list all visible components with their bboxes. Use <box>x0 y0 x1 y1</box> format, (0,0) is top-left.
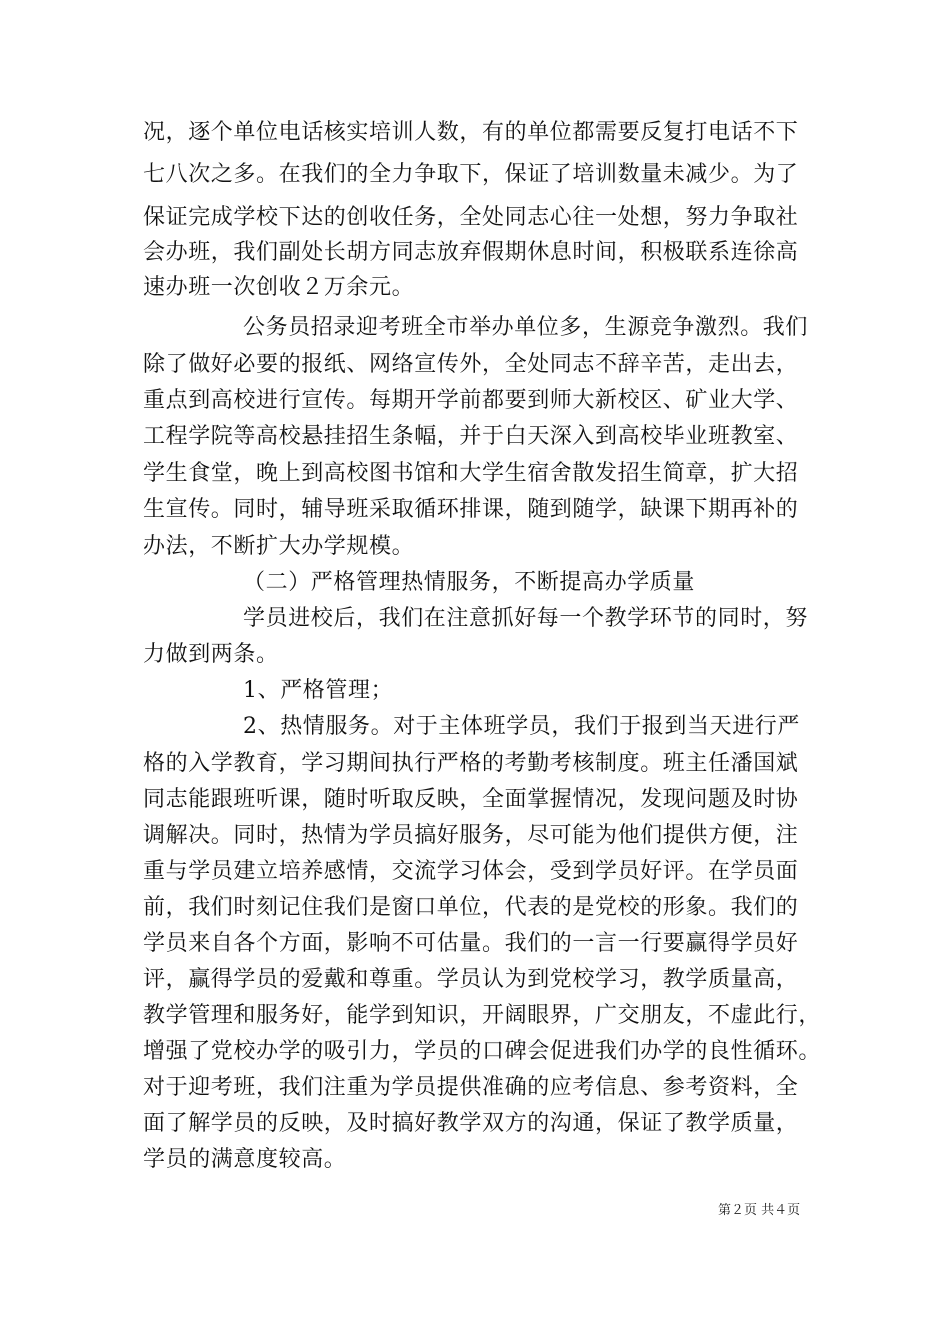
body-text-line: 重与学员建立培养感情，交流学习体会，受到学员好评。在学员面 <box>143 859 799 884</box>
body-text-line: 面了解学员的反映，及时搞好教学双方的沟通，保证了教学质量， <box>143 1111 799 1136</box>
body-text-line: 力做到两条。 <box>143 642 279 667</box>
body-text-line: 重点到高校进行宣传。每期开学前都要到师大新校区、矿业大学、 <box>143 388 799 413</box>
body-text-line: 工程学院等高校悬挂招生条幅，并于白天深入到高校毕业班教室、 <box>143 424 799 449</box>
paragraph-first-line: 学员进校后，我们在注意抓好每一个教学环节的同时，努 <box>243 606 809 631</box>
body-text-line: 速办班一次创收２万余元。 <box>143 275 415 300</box>
body-text-line: 生宣传。同时，辅导班采取循环排课，随到随学，缺课下期再补的 <box>143 497 799 522</box>
body-text-line: 增强了党校办学的吸引力，学员的口碑会促进我们办学的良性循环。 <box>143 1039 822 1064</box>
body-text-line: 办法，不断扩大办学规模。 <box>143 534 415 559</box>
body-text-line: 学员的满意度较高。 <box>143 1147 347 1172</box>
paragraph-first-line: 公务员招录迎考班全市举办单位多，生源竞争激烈。我们 <box>243 315 809 340</box>
body-text-line: 对于迎考班，我们注重为学员提供准确的应考信息、参考资料，全 <box>143 1075 799 1100</box>
body-text-line: 会办班，我们副处长胡方同志放弃假期休息时间，积极联系连徐高 <box>143 240 799 265</box>
body-text-line: 调解决。同时，热情为学员搞好服务，尽可能为他们提供方便，注 <box>143 823 799 848</box>
body-text-line: 七八次之多。在我们的全力争取下，保证了培训数量未减少。为了 <box>143 162 799 187</box>
body-text-line: 格的入学教育，学习期间执行严格的考勤考核制度。班主任潘国斌 <box>143 751 799 776</box>
body-text-line: 况，逐个单位电话核实培训人数，有的单位都需要反复打电话不下 <box>143 120 799 145</box>
body-text-line: 学员来自各个方面，影响不可估量。我们的一言一行要赢得学员好 <box>143 931 799 956</box>
body-text-line: 评，赢得学员的爱戴和尊重。学员认为到党校学习，教学质量高， <box>143 967 799 992</box>
body-text-line: 保证完成学校下达的创收任务，全处同志心往一处想，努力争取社 <box>143 205 799 230</box>
list-item: 1、严格管理； <box>243 678 394 703</box>
body-text-line: 同志能跟班听课，随时听取反映，全面掌握情况，发现问题及时协 <box>143 787 799 812</box>
page-number: 第２页 共４页 <box>718 1203 801 1218</box>
body-text-line: 教学管理和服务好，能学到知识，开阔眼界，广交朋友，不虚此行， <box>143 1003 822 1028</box>
body-text-line: 前，我们时刻记住我们是窗口单位，代表的是党校的形象。我们的 <box>143 895 799 920</box>
body-text-line: 学生食堂，晚上到高校图书馆和大学生宿舍散发招生简章，扩大招 <box>143 461 799 486</box>
section-heading: （二）严格管理热情服务，不断提高办学质量 <box>243 570 696 595</box>
list-item: 2、热情服务。对于主体班学员，我们于报到当天进行严 <box>243 714 800 739</box>
body-text-line: 除了做好必要的报纸、网络宣传外，全处同志不辞辛苦，走出去， <box>143 352 799 377</box>
